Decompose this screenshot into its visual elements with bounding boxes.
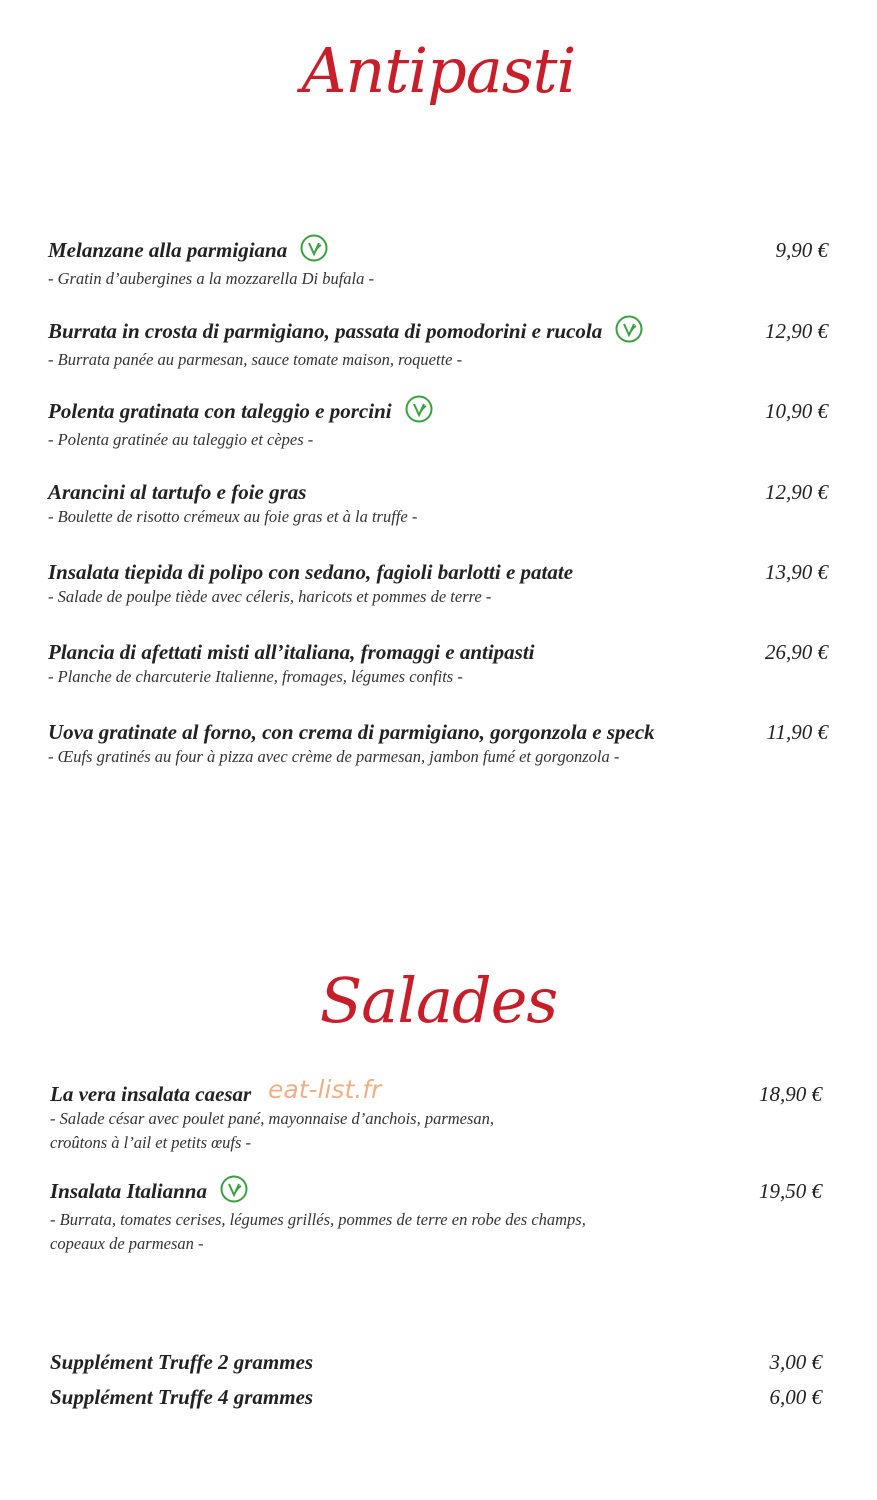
- menu-item: [48, 719, 828, 769]
- item-price: 26,90 €: [765, 640, 828, 664]
- item-description: - Salade césar avec poulet pané, mayonnaise d’anchois, parmesan,: [50, 1109, 495, 1128]
- supplement-item: [50, 1349, 822, 1375]
- item-name: Plancia di afettati misti all’italiana, fromaggi e antipasti: [48, 640, 535, 664]
- item-description: - Polenta gratinée au taleggio et cèpes -: [48, 430, 314, 450]
- supplement-name: Supplément Truffe 4 grammes: [50, 1385, 314, 1409]
- menu-item: [48, 318, 828, 372]
- item-price: 12,90 €: [765, 480, 828, 504]
- menu-item: [48, 639, 828, 689]
- item-description: - Boulette de risotto crémeux au foie gras et à la truffe -: [48, 507, 418, 526]
- item-name: Insalata tiepida di polipo con sedano, fagioli barlotti e patate: [48, 560, 574, 584]
- item-description: croûtons à l’ail et petits œufs -: [50, 1133, 252, 1152]
- salades-title: Salades: [319, 964, 558, 1037]
- item-price: 11,90 €: [766, 720, 828, 744]
- item-name: Arancini al tartufo e foie gras: [48, 480, 307, 504]
- vegetarian-leaf-icon: [614, 314, 644, 344]
- item-description: - Burrata panée au parmesan, sauce tomate maison, roquette -: [48, 350, 463, 370]
- menu-item: [50, 1178, 822, 1256]
- item-price: 18,90 €: [759, 1082, 822, 1106]
- menu-item: [48, 398, 828, 452]
- item-price: 10,90 €: [765, 399, 828, 423]
- supplement-price: 6,00 €: [769, 1385, 822, 1409]
- menu-item: [48, 237, 828, 291]
- item-description: - Œufs gratinés au four à pizza avec crème de parmesan, jambon fumé et gorgonzola -: [48, 747, 620, 766]
- item-description: - Planche de charcuterie Italienne, fromages, légumes confits -: [48, 667, 463, 686]
- menu-item: [50, 1081, 822, 1155]
- item-description: - Burrata, tomates cerises, légumes grillés, pommes de terre en robe des champs,: [50, 1210, 586, 1230]
- antipasti-title: Antipasti: [301, 34, 576, 107]
- item-price: 12,90 €: [765, 319, 828, 343]
- item-name: Polenta gratinata con taleggio e porcini: [48, 399, 392, 423]
- item-price: 19,50 €: [759, 1179, 822, 1203]
- item-name: La vera insalata caesar: [50, 1082, 252, 1106]
- item-price: 9,90 €: [775, 238, 828, 262]
- item-name: Uova gratinate al forno, con crema di parmigiano, gorgonzola e speck: [48, 720, 655, 744]
- item-name: Insalata Italianna: [50, 1179, 207, 1203]
- supplement-item: [50, 1384, 822, 1410]
- vegetarian-leaf-icon: [404, 394, 434, 424]
- vegetarian-leaf-icon: [299, 233, 329, 263]
- supplement-name: Supplément Truffe 2 grammes: [50, 1350, 314, 1374]
- watermark: eat-list.fr: [268, 1075, 382, 1104]
- item-name: Melanzane alla parmigiana: [48, 238, 288, 262]
- menu-item: [48, 559, 828, 609]
- item-description: copeaux de parmesan -: [50, 1234, 204, 1254]
- vegetarian-leaf-icon: [219, 1174, 249, 1204]
- item-description: - Gratin d’aubergines a la mozzarella Di bufala -: [48, 269, 375, 289]
- item-price: 13,90 €: [765, 560, 828, 584]
- supplement-price: 3,00 €: [769, 1350, 822, 1374]
- menu-item: [48, 479, 828, 529]
- item-name: Burrata in crosta di parmigiano, passata di pomodorini e rucola: [48, 319, 603, 343]
- item-description: - Salade de poulpe tiède avec céleris, haricots et pommes de terre -: [48, 587, 492, 606]
